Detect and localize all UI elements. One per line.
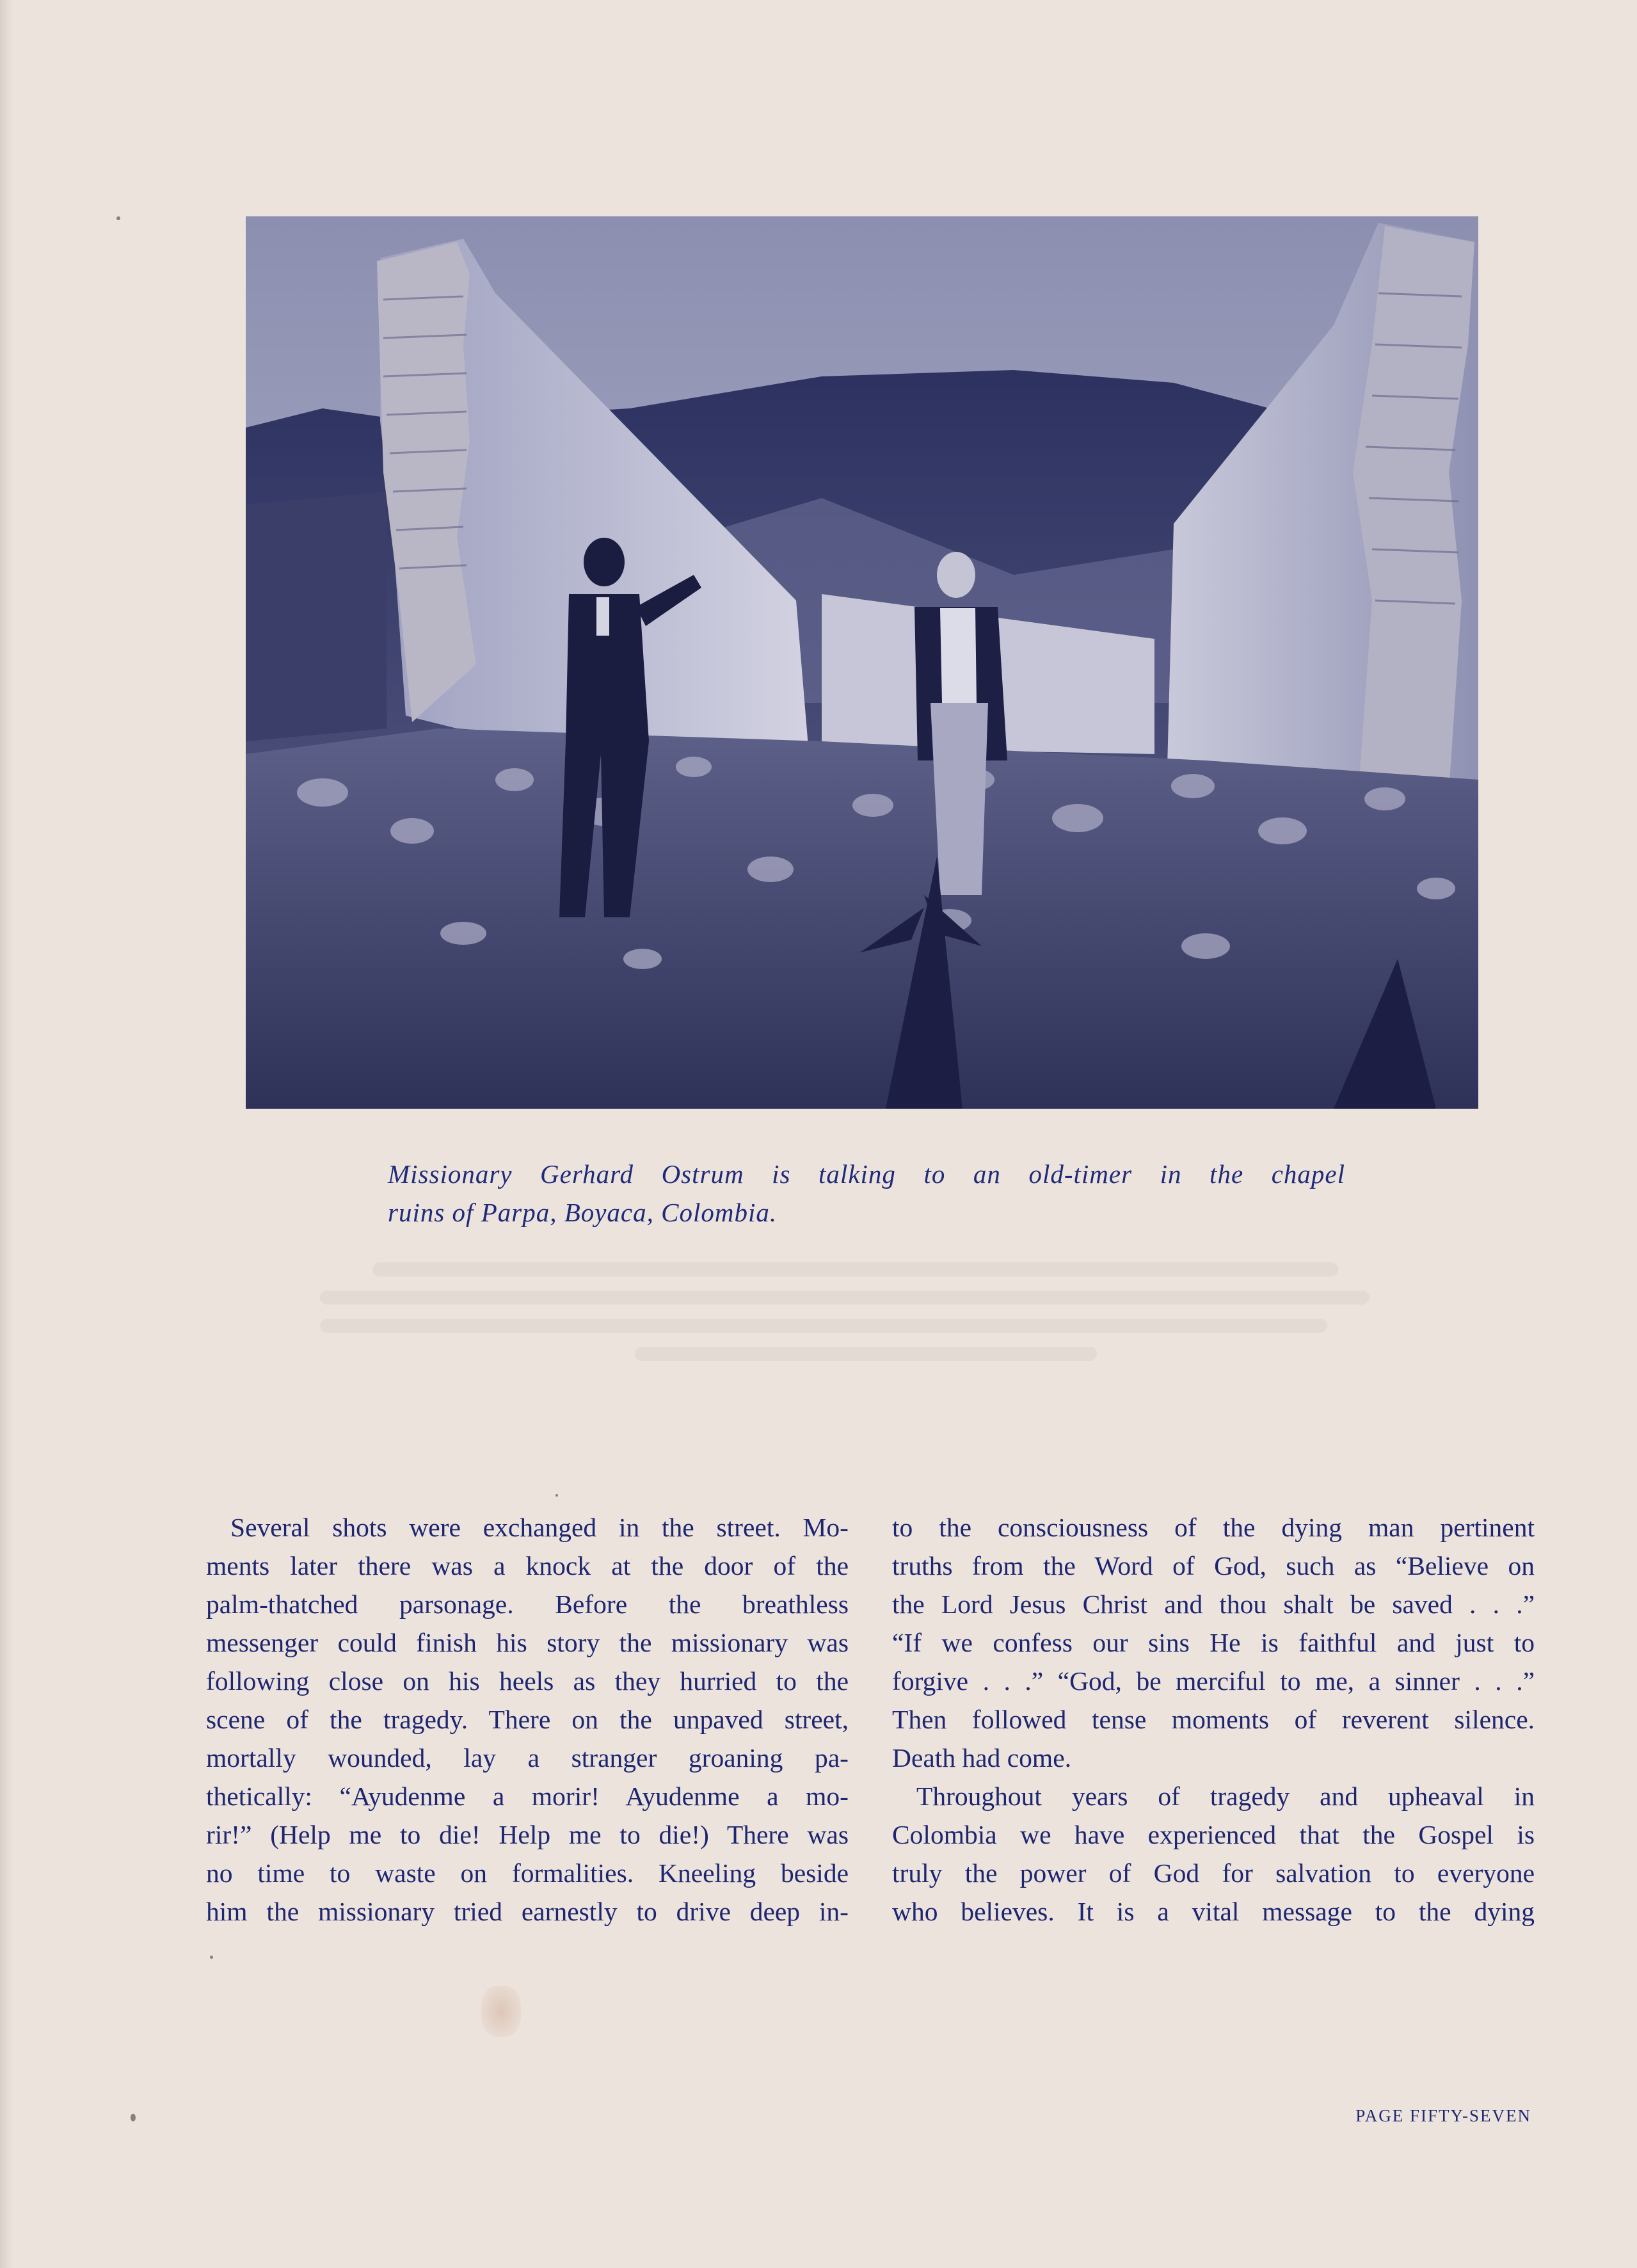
text-line: rir!” (Help me to die! Help me to die!) There was (206, 1820, 849, 1849)
text-line: to the consciousness of the dying man pertinent (892, 1513, 1535, 1542)
caption-line: ruins of Parpa, Boyaca, Colombia. (388, 1198, 778, 1227)
paper-speck (210, 1956, 213, 1959)
page-edge (0, 0, 13, 2268)
text-line: messenger could finish his story the missionary was (206, 1628, 849, 1657)
text-line: “If we confess our sins He is faithful and just to (892, 1628, 1535, 1657)
text-line: truths from the Word of God, such as “Believe on (892, 1551, 1535, 1580)
text-line: Several shots were exchanged in the street. Mo- (230, 1513, 849, 1542)
photo-caption (388, 1155, 1345, 1232)
text-line: palm-thatched parsonage. Before the breathless (206, 1589, 849, 1619)
text-line: the Lord Jesus Christ and thou shalt be saved . . .” (892, 1589, 1535, 1619)
text-line: ments later there was a knock at the door of the (206, 1551, 849, 1580)
paper-speck (131, 2114, 136, 2121)
paper-speck (555, 1494, 558, 1497)
text-line: scene of the tragedy. There on the unpaved street, (206, 1705, 849, 1734)
text-line: no time to waste on formalities. Kneeling beside (206, 1858, 849, 1888)
text-line: Colombia we have experienced that the Gospel is (892, 1820, 1535, 1849)
paper-stain (481, 1986, 521, 2037)
text-line: Then followed tense moments of reverent silence. (892, 1705, 1535, 1734)
paper-speck (116, 216, 120, 220)
caption-line: Missionary Gerhard Ostrum is talking to an old-timer in the chapel (388, 1159, 1345, 1189)
text-line: Death had come. (892, 1743, 1072, 1773)
text-line: forgive . . .” “God, be merciful to me, a sinner . . .” (892, 1666, 1535, 1696)
text-line: who believes. It is a vital message to the dying (892, 1897, 1535, 1926)
text-line: mortally wounded, lay a stranger groaning pa- (206, 1743, 849, 1773)
text-line: Throughout years of tragedy and upheaval in (916, 1781, 1535, 1811)
chapel-ruins-photo (246, 216, 1478, 1109)
text-line: following close on his heels as they hurried to the (206, 1666, 849, 1696)
text-line: thetically: “Ayudenme a morir! Ayudenme a mo- (206, 1781, 849, 1811)
text-line: truly the power of God for salvation to everyone (892, 1858, 1535, 1888)
show-through-text (320, 1248, 1369, 1395)
article-column-right (892, 1508, 1535, 1931)
article-column-left (206, 1508, 849, 1931)
text-line: him the missionary tried earnestly to drive deep in- (206, 1897, 849, 1926)
photo-image (246, 216, 1478, 1109)
page-number: PAGE FIFTY-SEVEN (1355, 2106, 1531, 2125)
